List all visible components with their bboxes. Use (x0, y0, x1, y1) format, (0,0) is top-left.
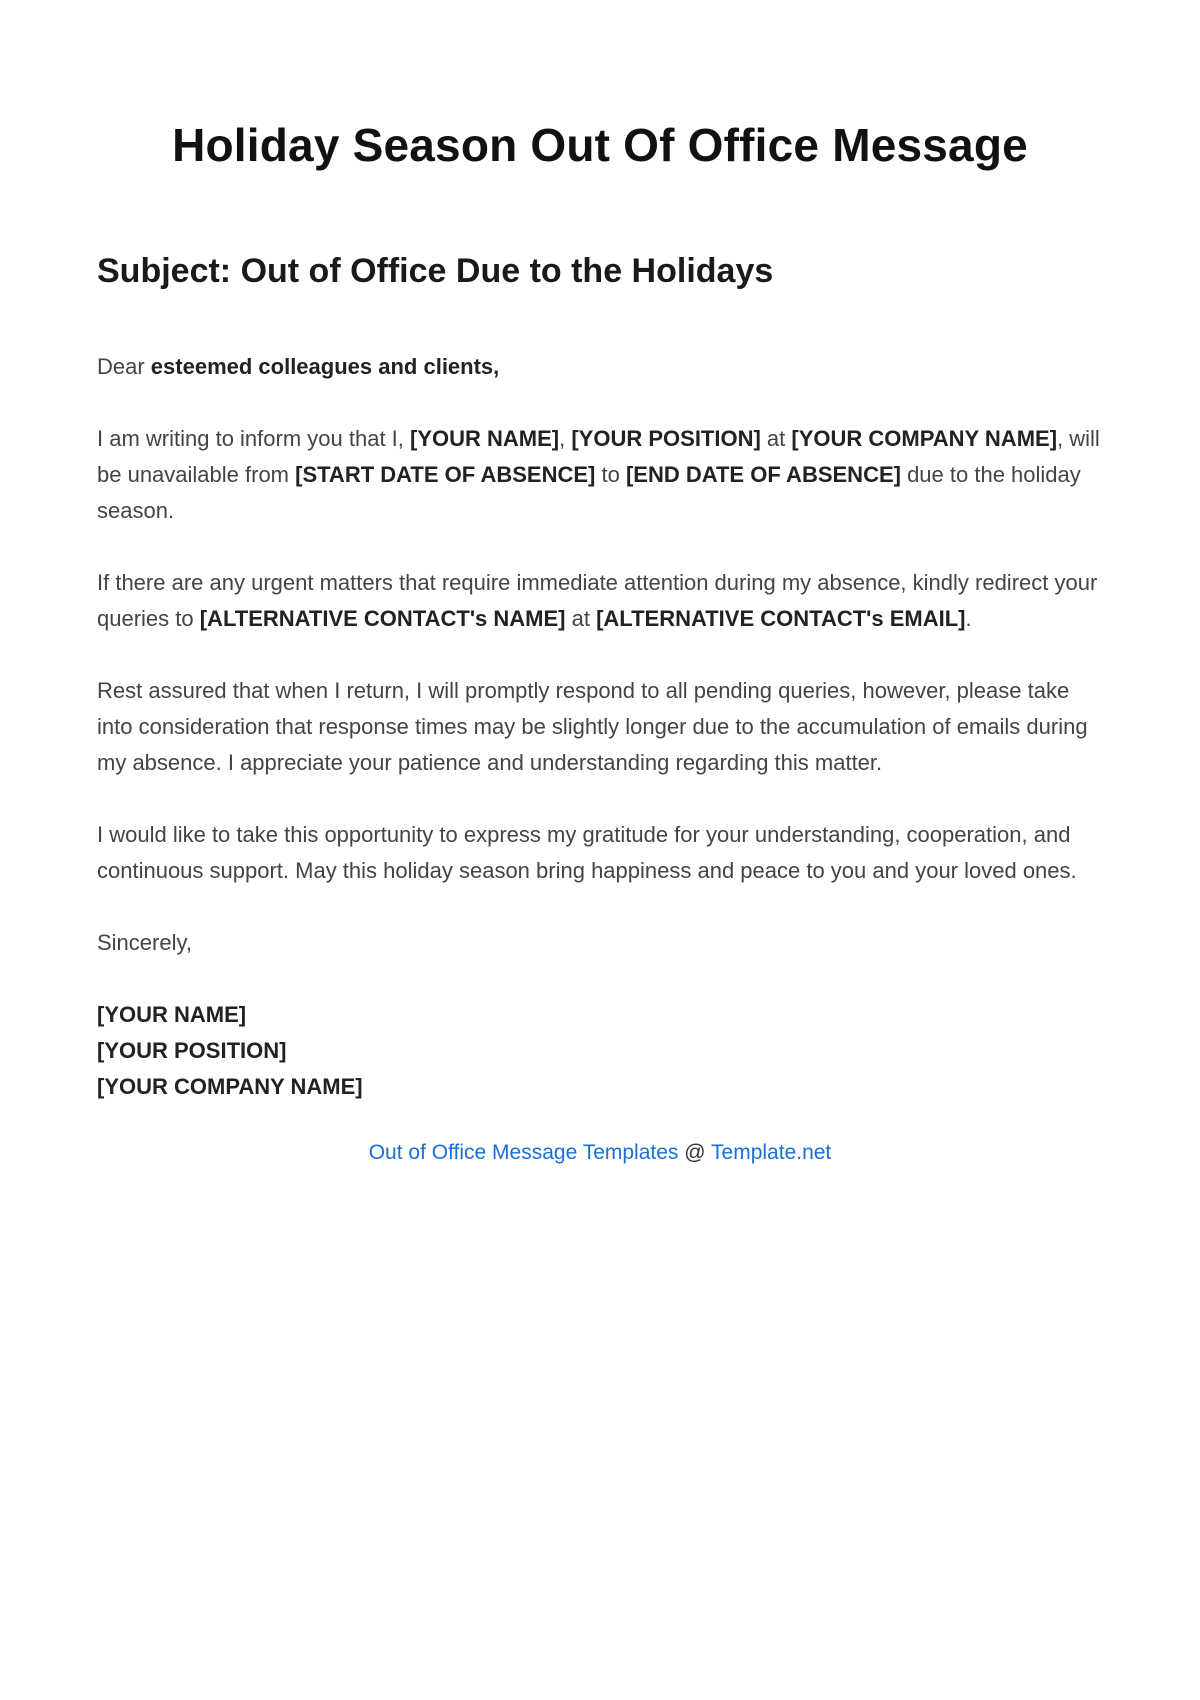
placeholder-alt-contact-email: [ALTERNATIVE CONTACT's EMAIL] (596, 606, 966, 631)
signature-name: [YOUR NAME] (97, 1002, 247, 1027)
letter-body (97, 349, 1103, 961)
document-title: Holiday Season Out Of Office Message (172, 119, 1028, 171)
paragraph-alternative-contact (97, 565, 1103, 637)
placeholder-end-date: [END DATE OF ABSENCE] (625, 462, 901, 487)
placeholder-start-date: [START DATE OF ABSENCE] (295, 462, 596, 487)
greeting-recipient: esteemed colleagues and clients, (150, 354, 500, 379)
template-net-link[interactable]: Template.net (711, 1141, 832, 1164)
text-segment: to (595, 462, 626, 487)
greeting-prefix: Dear (97, 354, 151, 379)
signature-position: [YOUR POSITION] (97, 1038, 287, 1063)
text-segment: at (760, 426, 792, 451)
signature-block (97, 997, 1103, 1105)
text-segment: due to the holiday season. (97, 462, 1081, 523)
text-segment: , will be unavailable from (97, 426, 1100, 487)
signature-company: [YOUR COMPANY NAME] (97, 1074, 363, 1099)
closing-line: Sincerely, (97, 930, 192, 955)
paragraph-gratitude: I would like to take this opportunity to express my gratitude for your understanding, cooperation, and continuous support. May this holiday season bring happiness and peace to you and your loved ones. (97, 822, 1077, 883)
text-segment: . (965, 606, 972, 631)
text-segment: at (565, 606, 597, 631)
placeholder-alt-contact-name: [ALTERNATIVE CONTACT's NAME] (199, 606, 566, 631)
templates-link[interactable]: Out of Office Message Templates (368, 1141, 679, 1164)
text-segment: If there are any urgent matters that require immediate attention during my absence, kindly redirect your queries to (97, 570, 1098, 631)
footer-attribution (97, 1141, 1103, 1165)
text-segment: I am writing to inform you that I, (97, 426, 411, 451)
placeholder-your-name: [YOUR NAME] (410, 426, 560, 451)
footer-separator: @ (678, 1141, 712, 1164)
placeholder-your-position: [YOUR POSITION] (571, 426, 761, 451)
placeholder-company-name: [YOUR COMPANY NAME] (791, 426, 1058, 451)
email-subject: Subject: Out of Office Due to the Holidays (97, 252, 774, 290)
text-segment: , (559, 426, 572, 451)
paragraph-response-times: Rest assured that when I return, I will promptly respond to all pending queries, however, please take into consideration that response times may be slightly longer due to the accumulation of emails during my absence. I appreciate your patience and understanding regarding this matter. (97, 678, 1088, 775)
paragraph-absence-notice (97, 421, 1103, 529)
greeting-line (97, 349, 1103, 385)
